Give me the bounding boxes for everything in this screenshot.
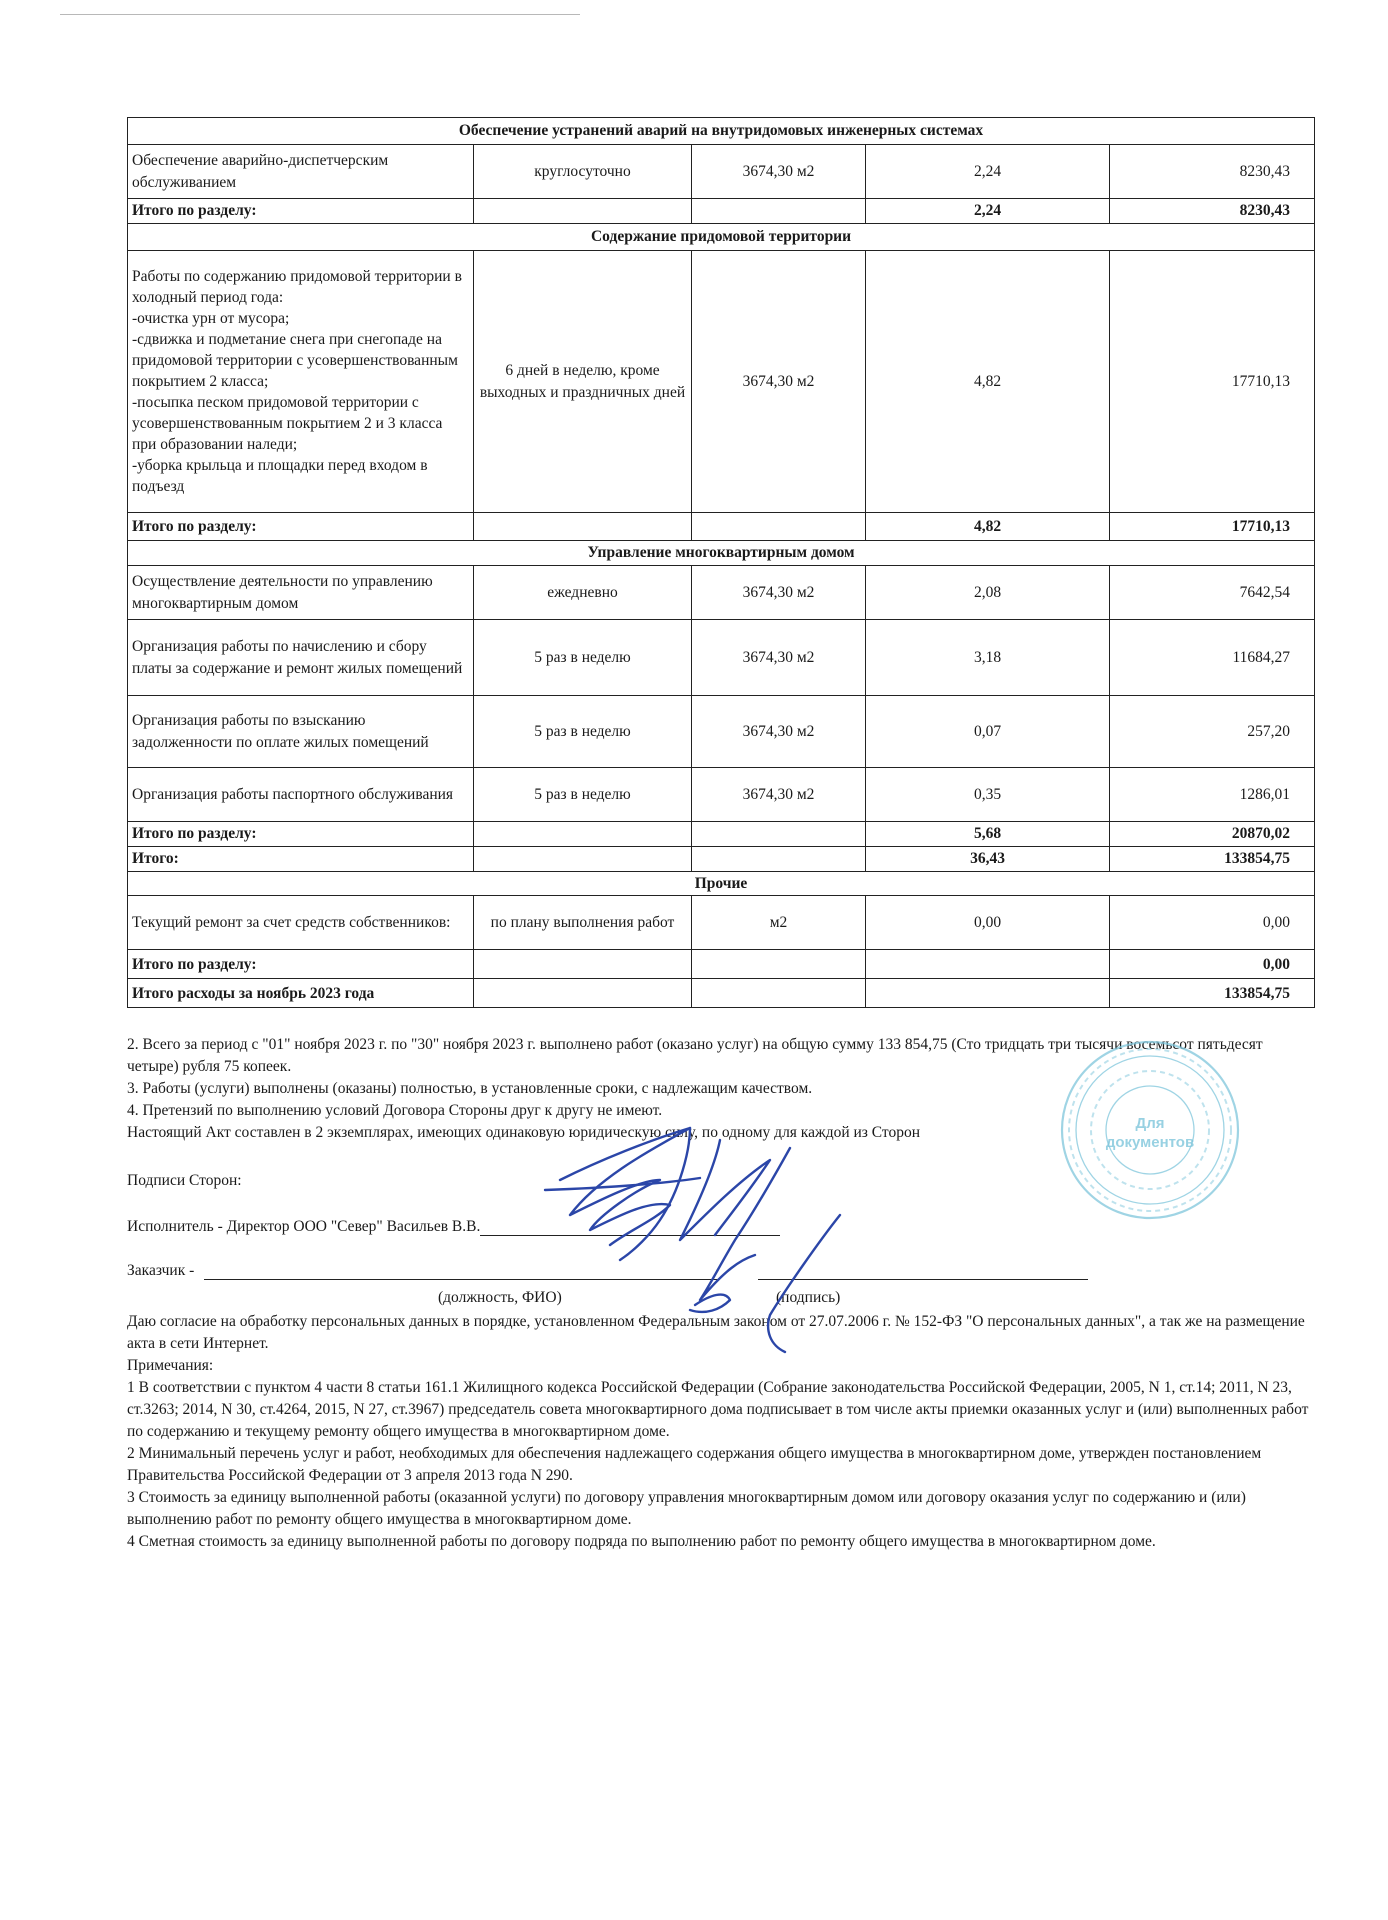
stamp-text-line-1: Для [1135,1115,1165,1132]
cell-frequency: 5 раз в неделю [474,696,692,768]
table-row [128,620,1315,696]
cell-work-name: Организация работы по начислению и сбору платы за содержание и ремонт жилых помещений [128,620,474,696]
cell-frequency: круглосуточно [474,145,692,199]
cell-sum: 11684,27 [1110,620,1315,696]
table-row [128,566,1315,620]
cell-work-name: Обеспечение аварийно-диспетчерским обслуживанием [128,145,474,199]
note-item: 3 Стоимость за единицу выполненной работы (оказанной услуги) по договору управления многоквартирным домом или договору оказания услуг по содержанию и (или) выполнению работ по ремонту общего имущества в многоквартирном доме. [127,1489,1246,1528]
cell-work-name: Работы по содержанию придомовой территории в холодный период года: -очистка урн от мусора; -сдвижка и подметание снега при снегопаде на придомовой территории с усовершенствованным покрытием 2 класса; -посыпка песком придомовой территории с усовершенствованным покрытием 2 и 3 класса при образовании наледи; -уборка крыльца и площадки перед входом в подъезд [128,251,474,513]
cell-sum: 7642,54 [1110,566,1315,620]
empty-cell [474,513,692,541]
cell-frequency: 6 дней в неделю, кроме выходных и праздничных дней [474,251,692,513]
cell-frequency: 5 раз в неделю [474,768,692,822]
caption-signature: (подпись) [776,1289,841,1306]
notes-heading: Примечания: [127,1357,214,1374]
section-total-row [128,513,1315,541]
table-row [128,696,1315,768]
signatures-heading: Подписи Сторон: [127,1172,242,1189]
total-rate: 4,82 [866,513,1110,541]
customer-label: Заказчик - [127,1262,195,1279]
table-row [128,251,1315,513]
note-item: 4 Сметная стоимость за единицу выполненной работы по договору подряда по выполнению работ по ремонту общего имущества в многоквартирном доме. [127,1533,1156,1550]
cell-sum: 17710,13 [1110,251,1315,513]
total-sum: 0,00 [1110,950,1315,979]
note-item: 1 В соответствии с пунктом 4 части 8 статьи 161.1 Жилищного кодекса Российской Федерации (Собрание законодательства Российской Федерации, 2005, N 1, ст.14; 2011, N 23, ст.3263; 2014, N 30, ст.4264, 2015, N 27, ст.3967) председатель совета многоквартирного дома подписывает в том числе акты приемки оказанных услуг и (или) выполненных работ по содержанию и текущему ремонту общего имущества в многоквартирном доме. [127,1379,1309,1440]
total-rate: 2,24 [866,199,1110,224]
cell-rate: 0,07 [866,696,1110,768]
empty-cell [692,847,866,872]
section-title: Управление многоквартирным домом [128,541,1315,566]
empty-cell [474,847,692,872]
empty-cell [866,950,1110,979]
grand-total-row [128,847,1315,872]
section-total-row [128,822,1315,847]
cell-sum: 8230,43 [1110,145,1315,199]
cell-rate: 0,00 [866,896,1110,950]
grand-total-rate: 36,43 [866,847,1110,872]
total-sum: 8230,43 [1110,199,1315,224]
empty-cell [474,822,692,847]
section-header-row [128,872,1315,896]
section-total-row [128,950,1315,979]
paragraph-copies: Настоящий Акт составлен в 2 экземплярах, имеющих одинаковую юридическую силу, по одному для каждой из Сторон [127,1124,921,1141]
stamp-text-line-2: документов [1105,1134,1195,1151]
cell-rate: 4,82 [866,251,1110,513]
note-item: 2 Минимальный перечень услуг и работ, необходимых для обеспечения надлежащего содержания общего имущества в многоквартирном доме, утвержден постановлением Правительства Российской Федерации от 3 апреля 2013 года N 290. [127,1445,1262,1484]
total-label: Итого по разделу: [128,199,474,224]
cell-work-name: Текущий ремонт за счет средств собственников: [128,896,474,950]
section-title: Содержание придомовой территории [128,224,1315,251]
total-label: Итого по разделу: [128,822,474,847]
paragraph-4: 4. Претензий по выполнению условий Договора Стороны друг к другу не имеют. [127,1102,663,1119]
cell-sum: 0,00 [1110,896,1315,950]
empty-cell [692,513,866,541]
cell-rate: 2,24 [866,145,1110,199]
cell-area: 3674,30 м2 [692,696,866,768]
section-title: Обеспечение устранений аварий на внутридомовых инженерных системах [128,118,1315,145]
total-label: Итого по разделу: [128,513,474,541]
executor-label: Исполнитель - Директор ООО "Север" Васильев В.В. [127,1218,481,1235]
section-header-row [128,224,1315,251]
consent-text: Даю согласие на обработку персональных данных в порядке, установленном Федеральным законом от 27.07.2006 г. № 152-ФЗ "О персональных данных", а так же на размещение акта в сети Интернет. [127,1313,1305,1352]
round-stamp [1055,1035,1245,1225]
caption-position: (должность, ФИО) [438,1289,562,1306]
empty-cell [692,199,866,224]
cell-sum: 1286,01 [1110,768,1315,822]
cell-area: 3674,30 м2 [692,145,866,199]
empty-cell [692,822,866,847]
empty-cell [866,979,1110,1008]
table-row [128,145,1315,199]
month-total-sum: 133854,75 [1110,979,1315,1008]
cell-work-name: Осуществление деятельности по управлению многоквартирным домом [128,566,474,620]
section-header-row [128,541,1315,566]
cell-area: 3674,30 м2 [692,768,866,822]
section-header-row [128,118,1315,145]
cell-area: 3674,30 м2 [692,251,866,513]
cell-work-name: Организация работы по взысканию задолженности по оплате жилых помещений [128,696,474,768]
handwritten-signature [540,1120,920,1370]
total-label: Итого по разделу: [128,950,474,979]
grand-total-label: Итого: [128,847,474,872]
cell-area: 3674,30 м2 [692,566,866,620]
empty-cell [474,979,692,1008]
cell-area: 3674,30 м2 [692,620,866,696]
cell-sum: 257,20 [1110,696,1315,768]
grand-total-sum: 133854,75 [1110,847,1315,872]
cell-area: м2 [692,896,866,950]
cell-rate: 0,35 [866,768,1110,822]
paragraph-3: 3. Работы (услуги) выполнены (оказаны) полностью, в установленные сроки, с надлежащим качеством. [127,1080,813,1097]
month-total-row [128,979,1315,1008]
cell-work-name: Организация работы паспортного обслуживания [128,768,474,822]
table-row [128,768,1315,822]
total-sum: 17710,13 [1110,513,1315,541]
table-row [128,896,1315,950]
cell-frequency: ежедневно [474,566,692,620]
empty-cell [474,950,692,979]
cell-rate: 2,08 [866,566,1110,620]
total-rate: 5,68 [866,822,1110,847]
total-sum: 20870,02 [1110,822,1315,847]
month-total-label: Итого расходы за ноябрь 2023 года [128,979,474,1008]
cell-frequency: по плану выполнения работ [474,896,692,950]
section-title: Прочие [128,872,1315,896]
cell-frequency: 5 раз в неделю [474,620,692,696]
scan-edge-line [60,14,580,15]
act-table [127,117,1315,1008]
empty-cell [474,199,692,224]
empty-cell [692,950,866,979]
cell-rate: 3,18 [866,620,1110,696]
section-total-row [128,199,1315,224]
empty-cell [692,979,866,1008]
paragraph-2: 2. Всего за период с "01" ноября 2023 г. по "30" ноября 2023 г. выполнено работ (оказано услуг) на общую сумму 133 854,75 (Сто тридцать три тысячи восемьсот пятьдесят четыре) рубля 75 копеек. [127,1036,1263,1075]
